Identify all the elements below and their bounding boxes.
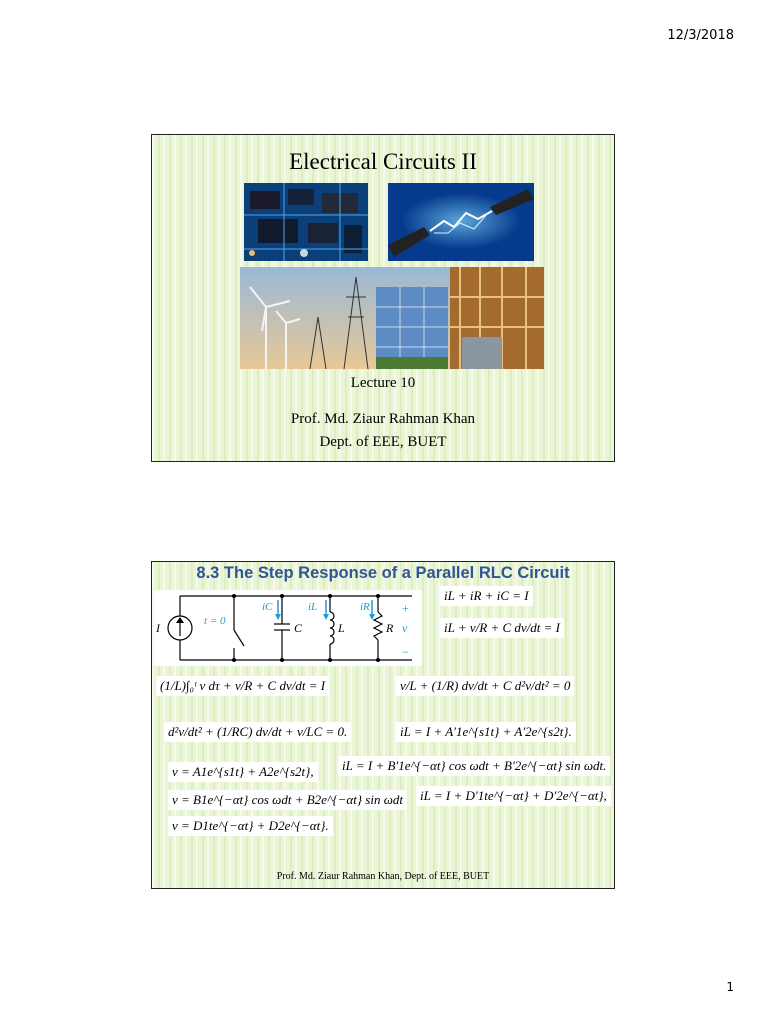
- content-slide: [151, 561, 615, 889]
- power-energy-collage-photo: [240, 267, 544, 369]
- page-number: 1: [726, 980, 734, 994]
- electric-spark-cables-photo: [388, 183, 534, 261]
- page-date: 12/3/2018: [667, 28, 734, 43]
- inductor-label: L: [338, 621, 345, 635]
- equation-kcl-b: iL + v/R + C dv/dt = I: [440, 618, 564, 638]
- capacitor-label: C: [294, 621, 303, 635]
- equation-il-overdamped: iL = I + A′1e^{s1t} + A′2e^{s2t}.: [396, 722, 576, 742]
- equation-kcl-a: iL + iR + iC = I: [440, 586, 533, 606]
- equation-second-order-v: d²v/dt² + (1/RC) dv/dt + v/LC = 0.: [164, 722, 351, 742]
- author-name: Prof. Md. Ziaur Rahman Khan: [290, 411, 476, 427]
- equation-second-order-b: v/L + (1/R) dv/dt + C d²v/dt² = 0: [396, 676, 574, 696]
- current-r-label: iR: [360, 601, 370, 613]
- slide-footer: Prof. Md. Ziaur Rahman Khan, Dept. of EEE, BUET: [276, 871, 490, 882]
- slide-title: Electrical Circuits II: [289, 149, 477, 174]
- equation-v-underdamped: v = B1e^{−αt} cos ωdt + B2e^{−αt} sin ωdt: [168, 790, 407, 810]
- equation-v-critical: v = D1te^{−αt} + D2e^{−αt}.: [168, 816, 333, 836]
- v-minus-label: −: [402, 645, 409, 659]
- circuit-board-photo: [244, 183, 368, 261]
- current-l-label: iL: [308, 601, 318, 613]
- v-plus-label: +: [402, 601, 409, 615]
- resistor-label: R: [386, 621, 394, 635]
- v-label: v: [402, 621, 408, 635]
- equation-integral: (1/L)∫₀ᵗ v dτ + v/R + C dv/dt = I: [156, 676, 329, 696]
- title-slide: [151, 134, 615, 462]
- slide-title: 8.3 The Step Response of a Parallel RLC Circuit: [196, 564, 570, 582]
- lecture-number: Lecture 10: [350, 375, 416, 391]
- current-c-label: iC: [262, 601, 273, 613]
- equation-v-overdamped: v = A1e^{s1t} + A2e^{s2t},: [168, 762, 318, 782]
- source-label: I: [156, 621, 160, 635]
- author-dept: Dept. of EEE, BUET: [319, 434, 447, 450]
- equation-il-underdamped: iL = I + B′1e^{−αt} cos ωdt + B′2e^{−αt} sin ωdt.: [338, 756, 610, 776]
- switch-label: t = 0: [204, 615, 226, 627]
- equation-il-critical: iL = I + D′1te^{−αt} + D′2e^{−αt},: [416, 786, 611, 806]
- parallel-rlc-circuit-diagram: [154, 590, 422, 666]
